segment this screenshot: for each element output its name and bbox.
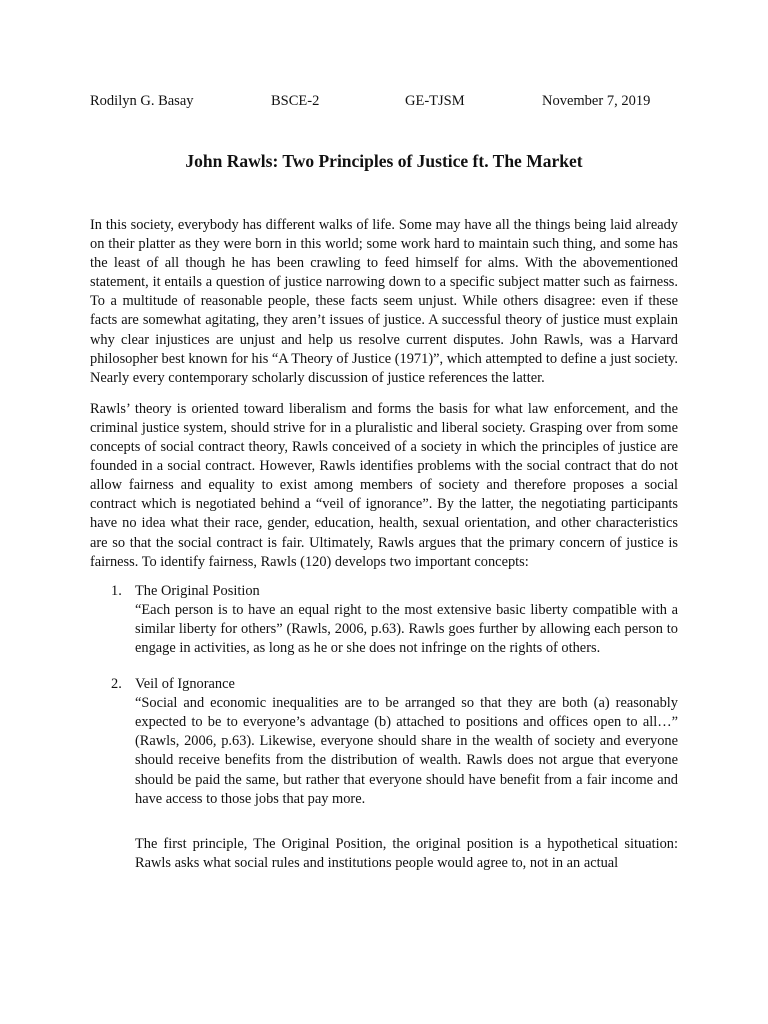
author-name: Rodilyn G. Basay [90,93,194,109]
paragraph-closing: The first principle, The Original Position, the original position is a hypothetical situation: Rawls asks what social rules and institutions people would agree to, not in an actual [135,835,678,871]
document-body [90,216,678,873]
list-item [90,675,678,809]
list-number: 2. [111,676,122,693]
paragraph-intro: In this society, everybody has different walks of life. Some may have all the things being laid already on their platter as they were born in this world; some work hard to maintain such thing, and some has the least of all though he has been crawling to feed himself for alms. With the abovementioned statement, it entails a question of justice narrowing down to a specific subject matter such as fairness. To a multitude of reasonable people, these facts seem unjust. While others disagree: even if these facts are somewhat agitating, they aren’t issues of justice. A successful theory of justice must explain why clear injustices are unjust and help us resolve current disputes. John Rawls, was a Harvard philosopher best known for his “A Theory of Justice (1971)”, which attempted to define a just society. Nearly every contemporary scholarly discussion of justice references the latter. [90,217,678,386]
course-code: BSCE-2 [271,93,320,109]
list-heading: The Original Position [135,582,260,599]
principles-list [90,582,678,809]
document-date: November 7, 2019 [542,93,651,109]
document-title: John Rawls: Two Principles of Justice ft. The Market [185,151,583,171]
list-number: 1. [111,582,122,599]
list-text: “Social and economic inequalities are to be arranged so that they are both (a) reasonably expected to be to everyone’s advantage (b) attached to positions and offices open to all…” (Rawls, 2006, p.63). Likewise, everyone should share in the wealth of society and everyone should receive benefits from the distribution of wealth. Rawls does not argue that everyone should be paid the same, but rather that everyone should have benefit from a fair income and have access to those jobs that pay more. [135,695,678,807]
list-text: “Each person is to have an equal right to the most extensive basic liberty compatible with a similar liberty for others” (Rawls, 2006, p.63). Rawls goes further by allowing each person to engage in activities, as long as he or she does not infringe on the rights of others. [135,601,678,656]
list-item [90,582,678,658]
paragraph-rawls-theory: Rawls’ theory is oriented toward liberalism and forms the basis for what law enforcement, and the criminal justice system, should strive for in a pluralistic and liberal society. Grasping over from some concepts of social contract theory, Rawls conceived of a society in which the principles of justice are founded in a social contract. However, Rawls identifies problems with the social contract that do not allow fairness and equality to exist among members of society and therefore proposes a social contract which is negotiated behind a “veil of ignorance”. By the latter, the negotiating participants have no idea what their race, gender, education, health, sexual orientation, and other characteristics are so that the social contract is fair. Ultimately, Rawls argues that the primary concern of justice is fairness. To identify fairness, Rawls (120) develops two important concepts: [90,400,678,570]
list-heading: Veil of Ignorance [135,676,235,693]
subject-code: GE-TJSM [405,93,465,109]
